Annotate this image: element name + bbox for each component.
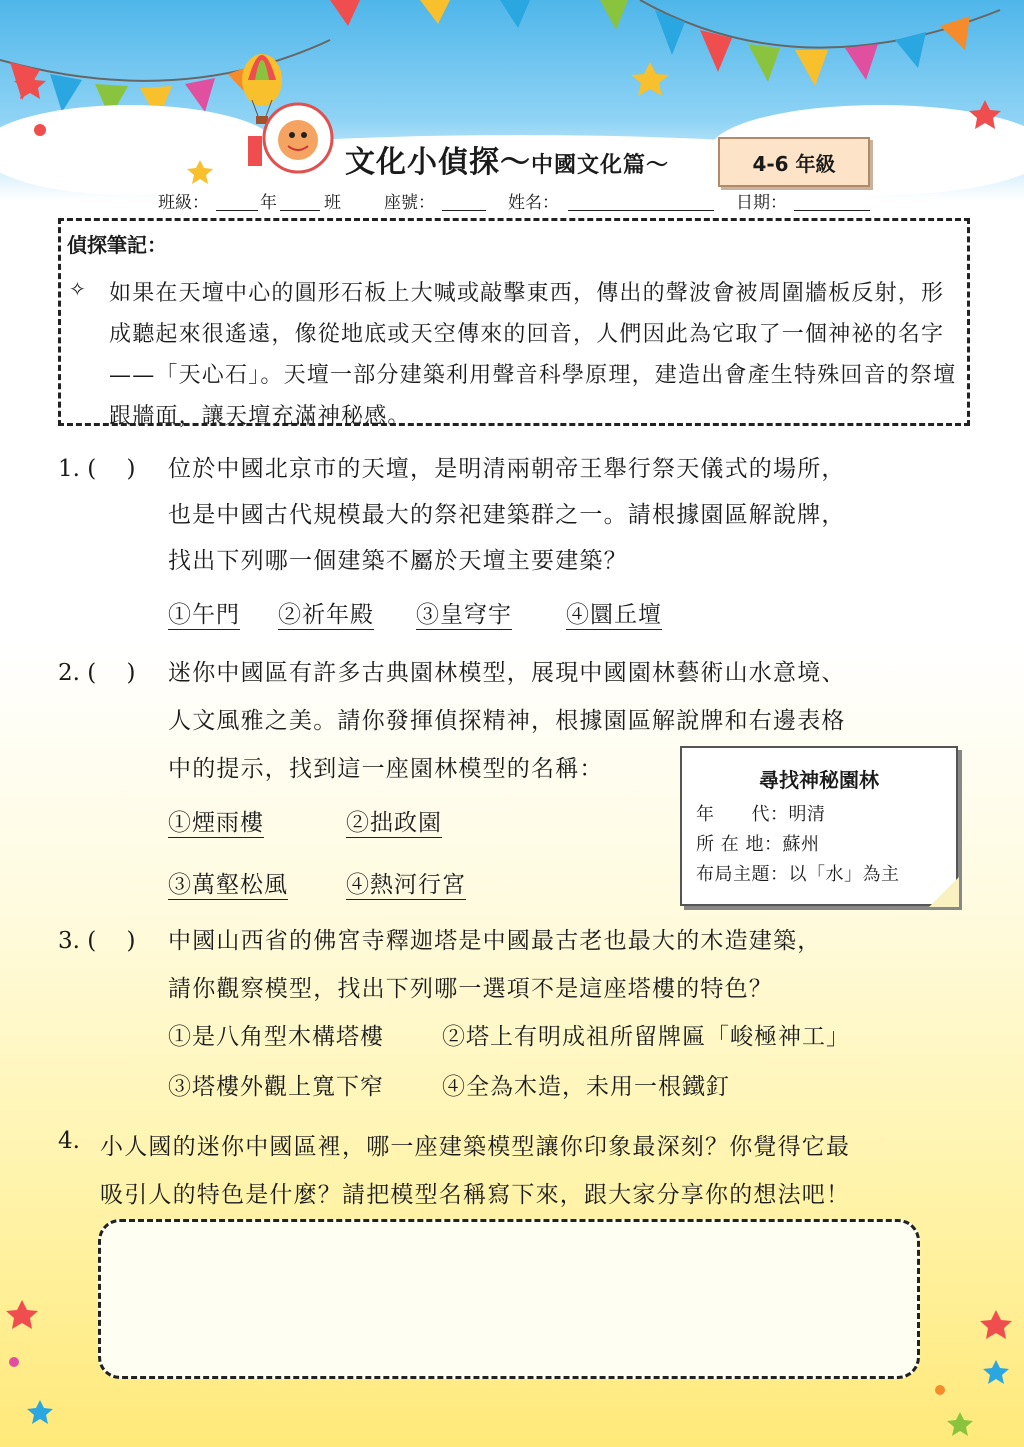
q1-option-2[interactable]: ②祈年殿 bbox=[278, 596, 374, 630]
q1-option-1[interactable]: ①午門 bbox=[168, 596, 240, 630]
notes-text: 如果在天壇中心的圓形石板上大喊或敲擊東西，傳出的聲波會被周圍牆板反射，形成聽起來很遙遠，像從地底或天空傳來的回音，人們因此為它取了一個神祕的名字——「天心石」。天壇一部分建築利用聲音科學原理，建造出會產生特殊回音的祭壇跟牆面，讓天壇充滿神秘感。 bbox=[109, 281, 957, 429]
hint-row-era: 年 代：明清 bbox=[696, 804, 826, 825]
q3-line2: 請你觀察模型，找出下列哪一選項不是這座塔樓的特色？ bbox=[168, 976, 773, 1002]
q1-number[interactable]: 1. ( ) bbox=[58, 456, 136, 482]
q3-option-4[interactable]: ④全為木造，未用一根鐵釘 bbox=[442, 1074, 730, 1100]
date-label: 日期： bbox=[736, 193, 787, 213]
q2-line2: 人文風雅之美。請你發揮偵探精神，根據園區解說牌和右邊表格 bbox=[168, 708, 846, 734]
year-label: 年 bbox=[260, 193, 277, 213]
q4-line2: 吸引人的特色是什麼？請把模型名稱寫下來，跟大家分享你的想法吧！ bbox=[100, 1182, 851, 1208]
seat-field[interactable] bbox=[442, 188, 486, 211]
q1-line2: 也是中國古代規模最大的祭祀建築群之一。請根據園區解說牌， bbox=[168, 502, 846, 528]
name-label: 姓名： bbox=[508, 193, 559, 213]
q4-line1: 小人國的迷你中國區裡，哪一座建築模型讓你印象最深刻？你覺得它最 bbox=[100, 1134, 851, 1160]
seat-label: 座號： bbox=[384, 193, 435, 213]
q3-option-1[interactable]: ①是八角型木構塔樓 bbox=[168, 1024, 384, 1050]
q3-option-3[interactable]: ③塔樓外觀上寬下窄 bbox=[168, 1074, 384, 1100]
q2-line3: 中的提示，找到這一座園林模型的名稱： bbox=[168, 756, 604, 782]
q1-option-4[interactable]: ④圜丘壇 bbox=[566, 596, 662, 630]
q3-line1: 中國山西省的佛宮寺釋迦塔是中國最古老也最大的木造建築， bbox=[168, 928, 822, 954]
diamond-bullet-icon: ✧ bbox=[69, 277, 86, 301]
q3-option-2[interactable]: ②塔上有明成祖所留牌匾「峻極神工」 bbox=[442, 1024, 850, 1050]
grade-badge: 4-6 年級 bbox=[718, 137, 870, 187]
balloon-logo-icon bbox=[240, 40, 340, 180]
hint-row-theme: 布局主題：以「水」為主 bbox=[696, 864, 900, 885]
logo bbox=[240, 40, 340, 180]
class-number-field[interactable] bbox=[280, 188, 320, 211]
confetti-decoration bbox=[0, 1290, 1024, 1447]
q2-line1: 迷你中國區有許多古典園林模型，展現中國園林藝術山水意境、 bbox=[168, 660, 846, 686]
class-year-field[interactable] bbox=[216, 188, 258, 211]
detective-notes-box bbox=[58, 218, 970, 429]
q2-option-4[interactable]: ④熱河行宮 bbox=[346, 866, 466, 900]
page-title: 文化小偵探～中國文化篇～ bbox=[345, 145, 670, 180]
page-fold-corner bbox=[929, 877, 959, 907]
q1-option-3[interactable]: ③皇穹宇 bbox=[416, 596, 512, 630]
q2-option-3[interactable]: ③萬壑松風 bbox=[168, 866, 288, 900]
name-field[interactable] bbox=[568, 188, 714, 211]
q2-number[interactable]: 2. ( ) bbox=[58, 660, 136, 686]
hint-card bbox=[680, 746, 958, 906]
notes-heading: 偵探筆記： bbox=[67, 233, 167, 257]
class-label: 班級： bbox=[158, 193, 209, 213]
hint-title: 尋找神秘園林 bbox=[759, 768, 879, 792]
q1-line1: 位於中國北京市的天壇，是明清兩朝帝王舉行祭天儀式的場所， bbox=[168, 456, 846, 482]
q4-number: 4. bbox=[58, 1128, 80, 1154]
hint-row-location: 所 在 地：蘇州 bbox=[696, 834, 820, 855]
q1-line3: 找出下列哪一個建築不屬於天壇主要建築？ bbox=[168, 548, 628, 574]
q3-number[interactable]: 3. ( ) bbox=[58, 928, 136, 954]
ban-label: 班 bbox=[324, 193, 341, 213]
date-field[interactable] bbox=[794, 188, 870, 211]
q2-option-1[interactable]: ①煙雨樓 bbox=[168, 804, 264, 838]
q2-option-2[interactable]: ②拙政園 bbox=[346, 804, 442, 838]
